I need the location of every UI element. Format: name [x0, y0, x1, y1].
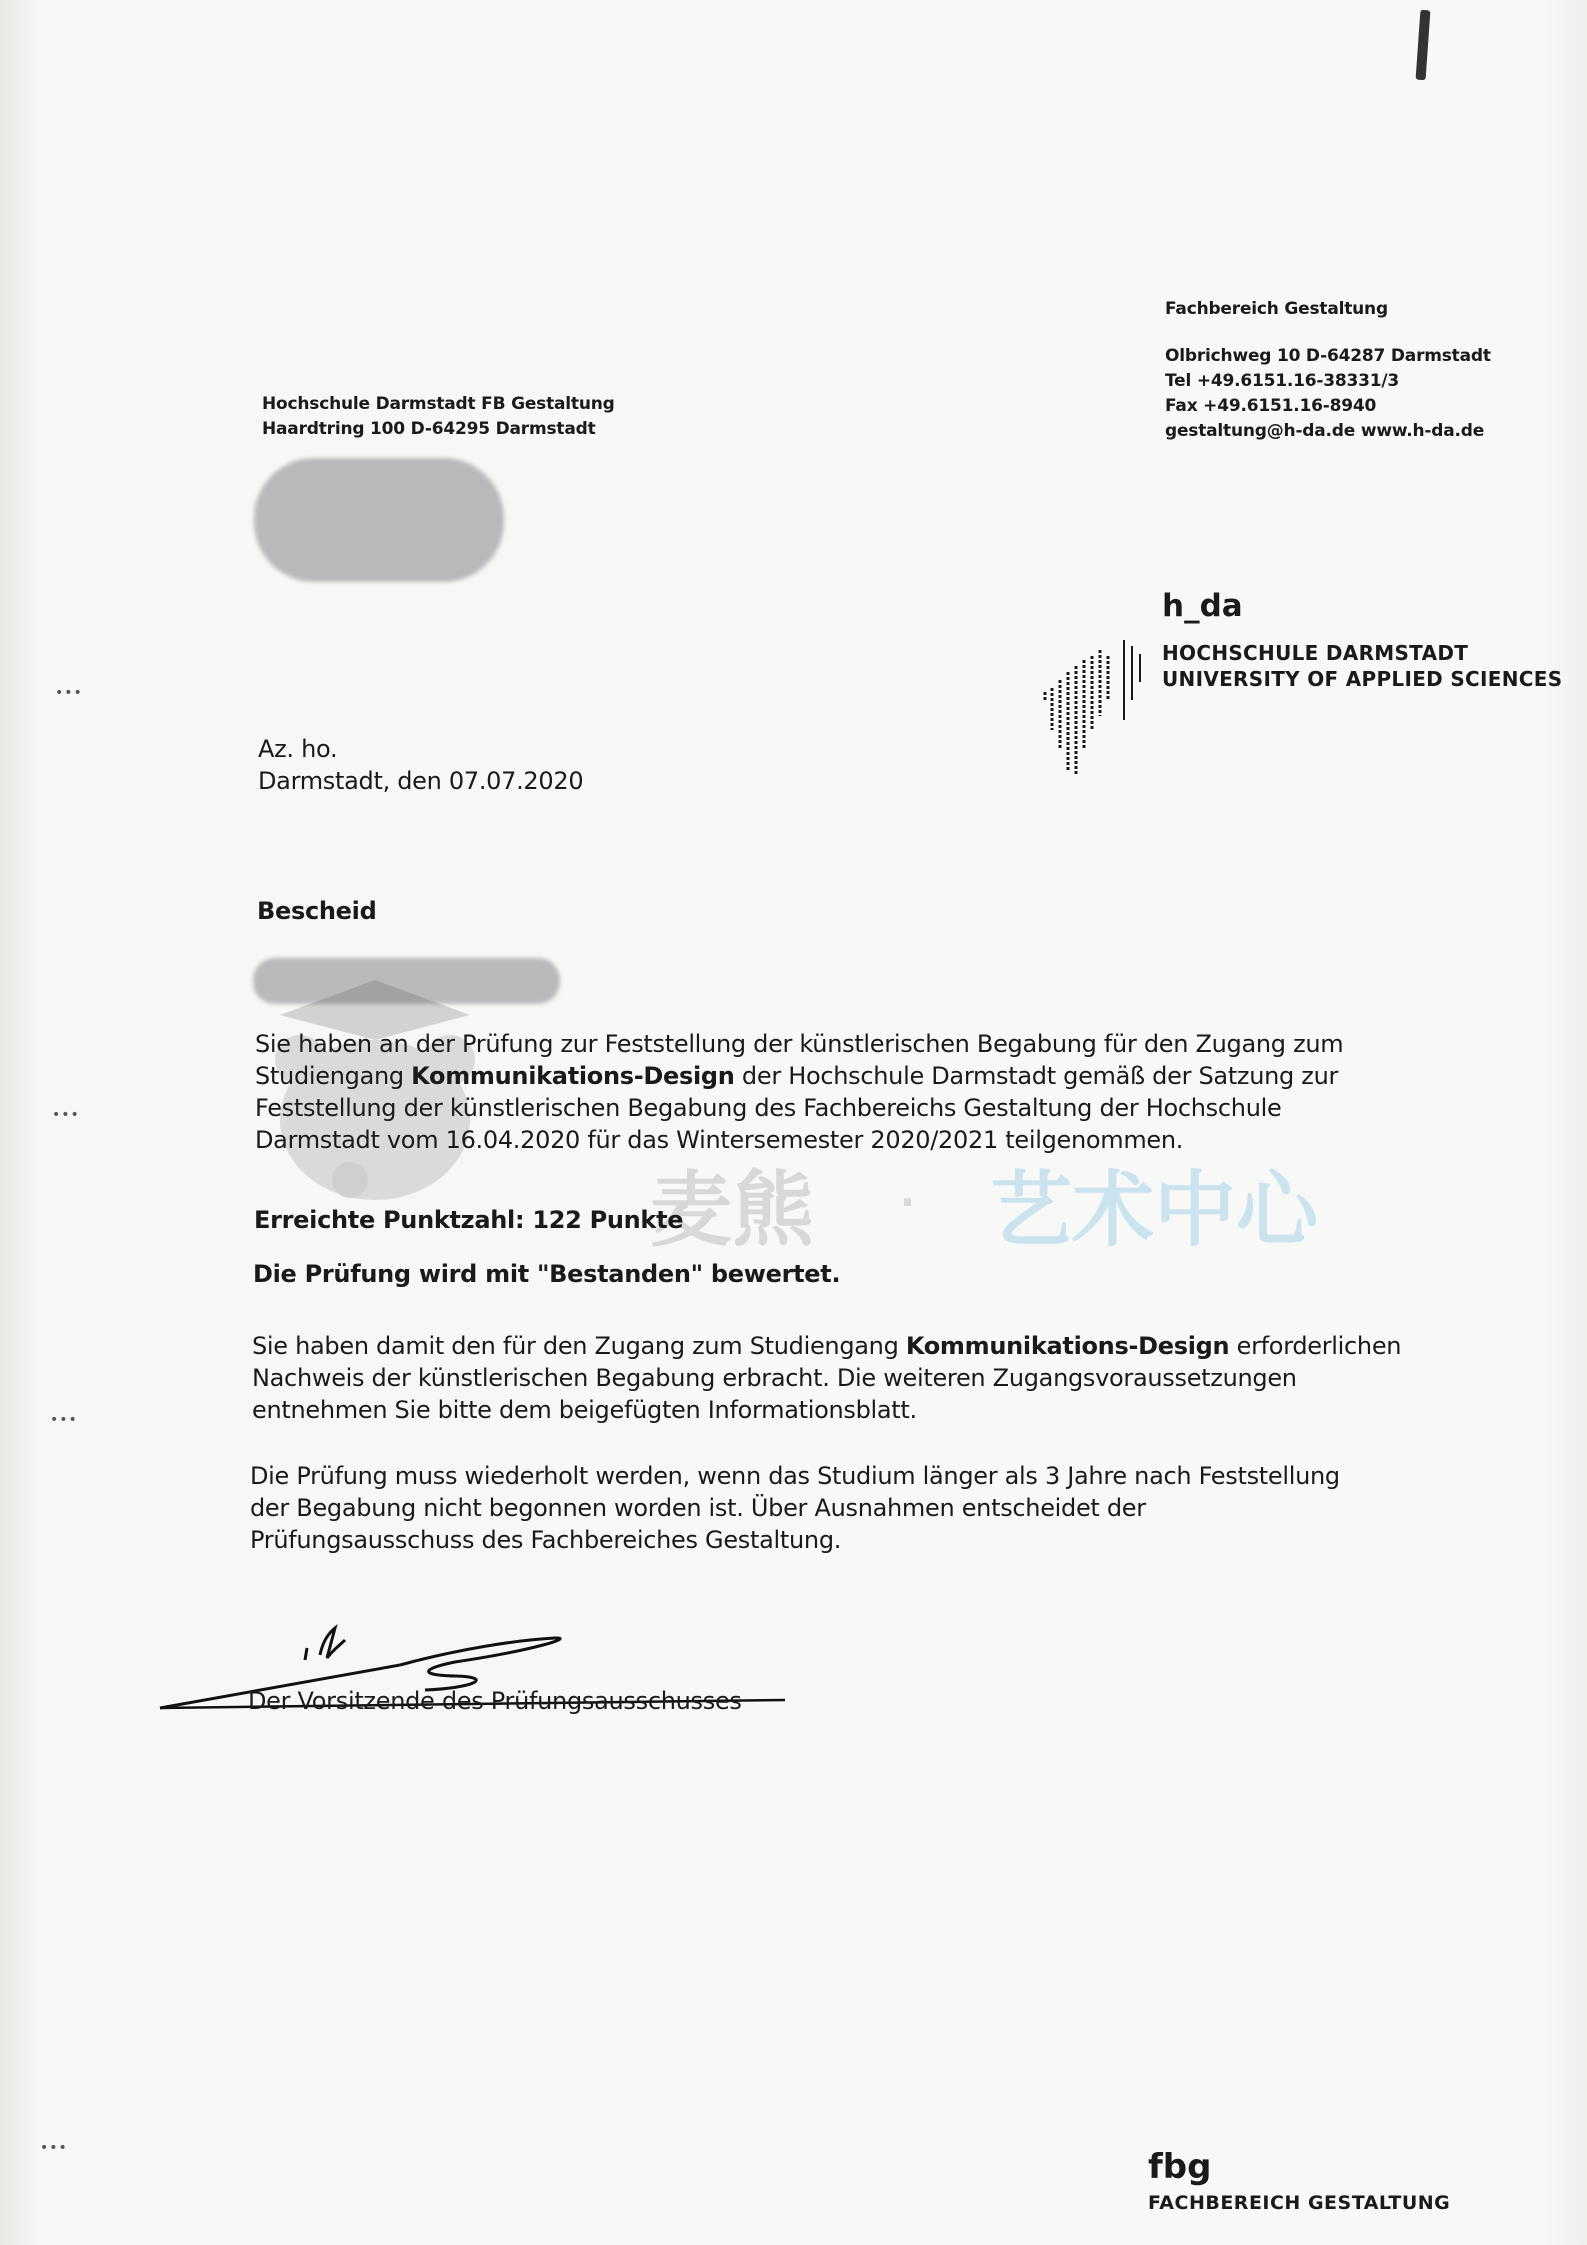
- paragraph-1-line-3: Feststellung der künstlerischen Begabung des Fachbereichs Gestaltung der Hochschule: [255, 1094, 1282, 1122]
- department-name: Fachbereich Gestaltung: [1165, 299, 1388, 319]
- department-contact: [1165, 297, 1491, 444]
- fbg-logo: fbg: [1148, 2147, 1212, 2187]
- paragraph-1-line-4: Darmstadt vom 16.04.2020 für das Wintersemester 2020/2021 teilgenommen.: [255, 1126, 1184, 1154]
- paragraph-2-line-3: entnehmen Sie bitte dem beigefügten Informationsblatt.: [252, 1396, 917, 1424]
- sender-line-1: Hochschule Darmstadt FB Gestaltung: [262, 394, 615, 414]
- paragraph-2: [252, 1330, 1452, 1426]
- text-span: Studiengang: [255, 1062, 412, 1090]
- margin-mark: •••: [55, 685, 83, 701]
- reference: Az. ho.: [258, 735, 338, 763]
- department-email-web: gestaltung@h-da.de www.h-da.de: [1165, 421, 1485, 441]
- department-fax: Fax +49.6151.16-8940: [1165, 396, 1377, 416]
- department-address: Olbrichweg 10 D-64287 Darmstadt: [1165, 346, 1491, 366]
- watermark-text-left: 麦熊: [650, 1163, 815, 1258]
- margin-mark: •••: [52, 1107, 80, 1123]
- hda-logo-line-1: HOCHSCHULE DARMSTADT: [1162, 641, 1469, 665]
- paragraph-3-line-2: der Begabung nicht begonnen worden ist. Über Ausnahmen entscheidet der: [250, 1494, 1146, 1522]
- paragraph-3: [250, 1460, 1450, 1556]
- score: Erreichte Punktzahl: 122 Punkte: [254, 1206, 684, 1234]
- text-span: Sie haben damit den für den Zugang zum Studiengang: [252, 1332, 906, 1360]
- hda-logo-short: h_da: [1162, 588, 1243, 624]
- text-span: erforderlichen: [1229, 1332, 1402, 1360]
- paragraph-1-line-2: [255, 1060, 1405, 1092]
- paragraph-3-line-1: Die Prüfung muss wiederholt werden, wenn das Studium länger als 3 Jahre nach Feststellung: [250, 1462, 1340, 1490]
- margin-mark: •••: [40, 2140, 68, 2156]
- hda-logo-line-2: UNIVERSITY OF APPLIED SCIENCES: [1162, 667, 1563, 691]
- watermark-text-right: 艺术中心: [990, 1163, 1319, 1258]
- fbg-subtitle: FACHBEREICH GESTALTUNG: [1148, 2192, 1451, 2214]
- subject: Bescheid: [257, 897, 377, 925]
- paragraph-2-line-2: Nachweis der künstlerischen Begabung erbracht. Die weiteren Zugangsvoraussetzungen: [252, 1364, 1297, 1392]
- scan-artifact: [1416, 10, 1431, 81]
- sender-address: [262, 392, 615, 442]
- paragraph-1: [255, 1028, 1405, 1156]
- paragraph-2-line-1: [252, 1330, 1452, 1362]
- program-name: Kommunikations-Design: [411, 1062, 735, 1090]
- hda-logo-mark-icon: [1040, 620, 1150, 780]
- hda-logo-text: [1162, 640, 1562, 692]
- sender-line-2: Haardtring 100 D-64295 Darmstadt: [262, 419, 596, 439]
- signature-title: Der Vorsitzende des Prüfungsausschusses: [248, 1687, 742, 1715]
- result: Die Prüfung wird mit "Bestanden" bewertet.: [253, 1260, 841, 1288]
- place-date: Darmstadt, den 07.07.2020: [258, 767, 584, 795]
- redacted-recipient: [254, 458, 504, 582]
- margin-mark: •••: [50, 1412, 78, 1428]
- department-tel: Tel +49.6151.16-38331/3: [1165, 371, 1400, 391]
- program-name: Kommunikations-Design: [905, 1332, 1230, 1360]
- watermark-dot: ·: [900, 1180, 916, 1226]
- text-span: der Hochschule Darmstadt gemäß der Satzung zur: [734, 1062, 1339, 1090]
- paragraph-3-line-3: Prüfungsausschuss des Fachbereiches Gestaltung.: [250, 1526, 842, 1554]
- letter-meta: [258, 733, 583, 797]
- paragraph-1-line-1: Sie haben an der Prüfung zur Feststellung der künstlerischen Begabung für den Zugang zum: [255, 1030, 1344, 1058]
